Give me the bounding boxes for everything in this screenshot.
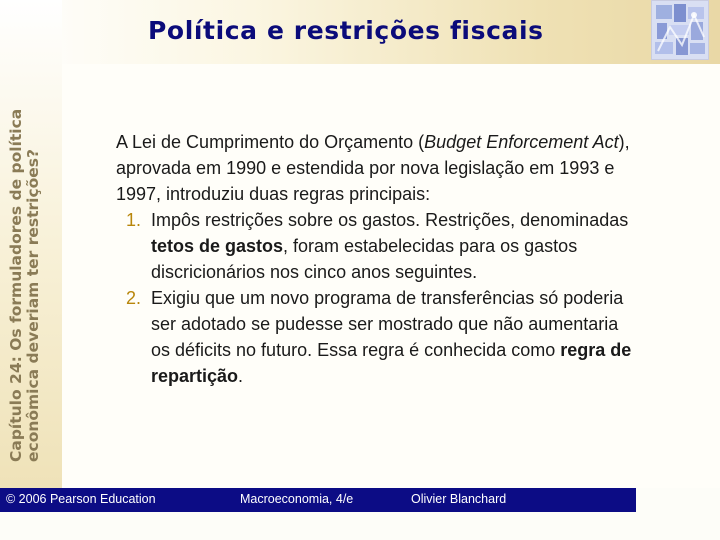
key-term: regra de repartição	[151, 340, 632, 386]
list-item	[116, 207, 641, 285]
intro-text-start: A Lei de Cumprimento do Orçamento (	[116, 132, 425, 152]
list-item-text-start: Exigiu que um novo programa de transferências só poderia ser adotado se pudesse ser mostrado que não aumentaria os déficits no futuro. Essa regra é conhecida como	[151, 288, 624, 360]
intro-act-name: Budget Enforcement Act	[424, 132, 619, 152]
chapter-title-line-1: Capítulo 24: Os formuladores de política	[7, 108, 25, 462]
intro-text-end: ), aprovada em 1990 e estendida por nova legislação em 1993 e 1997, introduziu duas regras principais:	[116, 132, 630, 204]
list-number: 2.	[126, 288, 142, 308]
footer-bar	[0, 488, 636, 512]
abstract-mosaic-logo-icon	[651, 0, 709, 60]
footer-author: Olivier Blanchard	[411, 492, 507, 506]
list-item-text-end: , foram estabelecidas para os gastos discricionários nos cinco anos seguintes.	[151, 236, 578, 282]
chapter-title-line-2: econômica deveriam ter restrições?	[24, 148, 42, 462]
list-number: 1.	[126, 210, 142, 230]
chapter-side-title	[8, 42, 42, 462]
rules-list	[116, 207, 641, 389]
slide-body	[116, 129, 641, 389]
list-item	[116, 285, 641, 389]
key-term: tetos de gastos	[151, 236, 284, 256]
list-item-text	[151, 207, 641, 285]
list-item-text	[151, 285, 641, 389]
list-item-text-end: .	[238, 366, 244, 386]
footer-copyright: © 2006 Pearson Education	[6, 492, 156, 506]
footer-book-title: Macroeconomia, 4/e	[240, 492, 354, 506]
list-item-text-start: Impôs restrições sobre os gastos. Restrições, denominadas	[151, 210, 629, 230]
slide-title: Política e restrições fiscais	[148, 16, 544, 45]
intro-paragraph	[116, 129, 641, 207]
